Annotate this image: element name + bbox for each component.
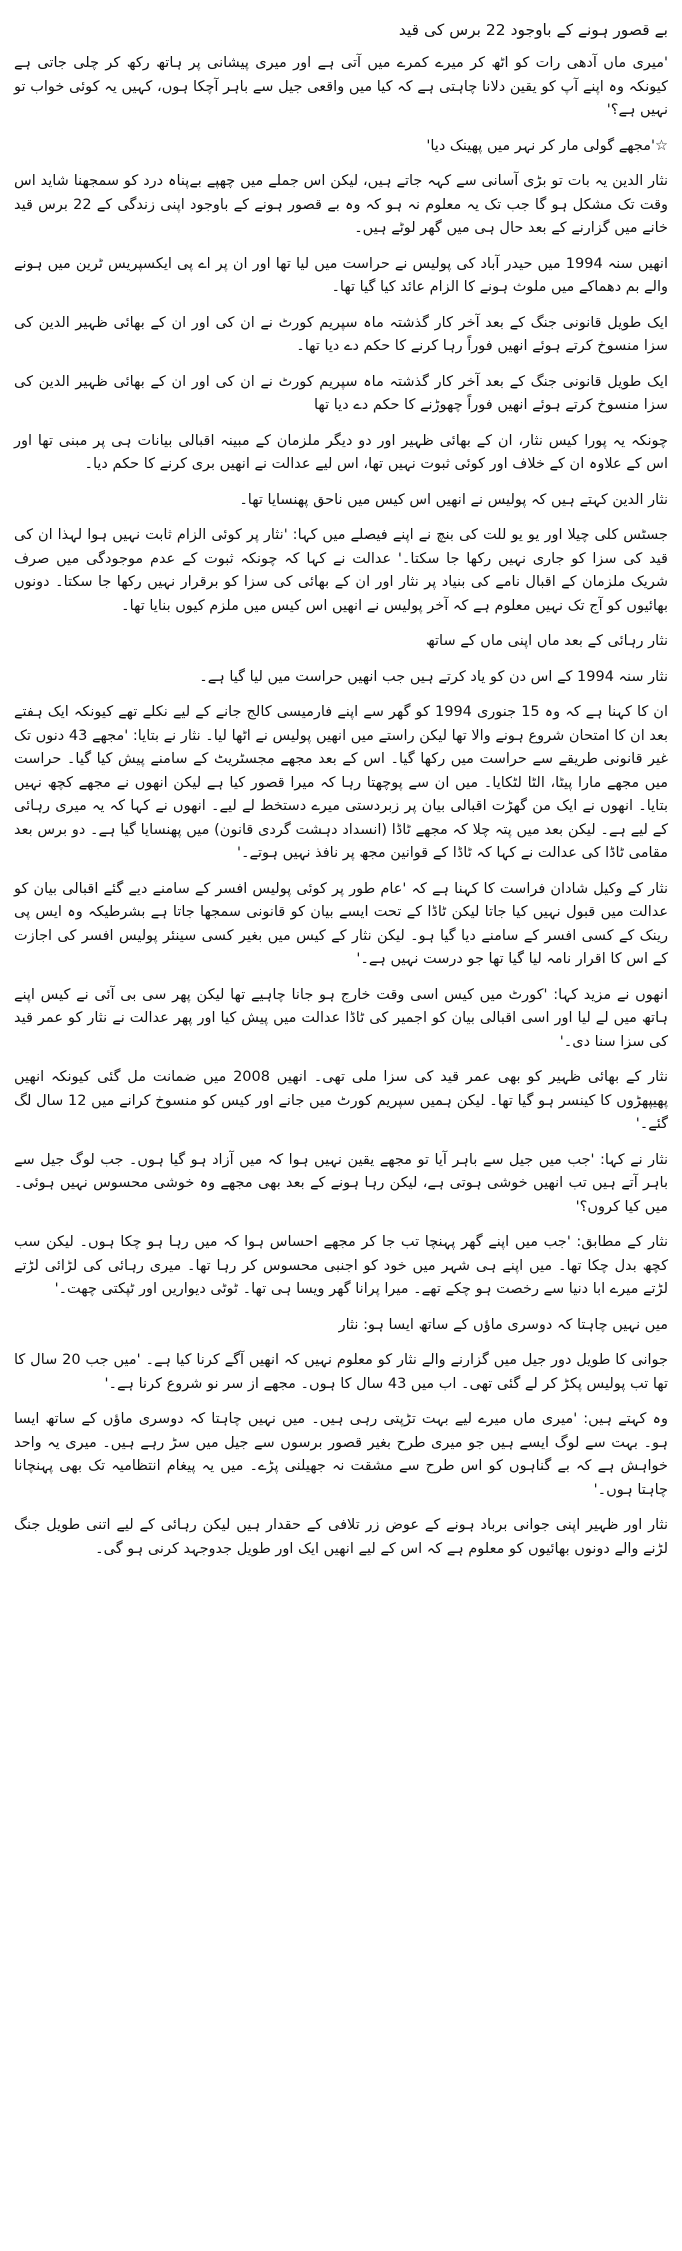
paragraph-supreme-court-1: ایک طویل قانونی جنگ کے بعد آخر کار گذشتہ ماہ سپریم کورٹ نے ان کی اور ان کے بھائی ظہیر الدین کی سزا منسوخ کرتے ہوئے انھیں فوراً رہا کرنے کا حکم دے دیا تھا۔ [14, 314, 668, 354]
paragraph-intro: نثار الدین یہ بات تو بڑی آسانی سے کہہ جاتے ہیں، لیکن اس جملے میں چھپے بےپناہ درد کو سمجھنا شاید اس وقت تک مشکل ہو گا جب تک یہ معلوم نہ ہو کہ وہ بے قصور ہونے کے باوجود اپنی زندگی کے 22 برس قید خانے میں گزارنے کے بعد حال ہی میں گھر لوٹے ہیں۔ [14, 173, 669, 236]
paragraph-bench-verdict: جسٹس کلی چیلا اور یو یو للت کی بنچ نے اپنے فیصلے میں کہا: 'نثار پر کوئی الزام ثابت نہیں ہوا لہذا ان کی قید کی سزا کو جاری نہیں رکھا جا سکتا۔' عدالت نے کہا کہ چونکہ ثبوت کے عدم موجودگی میں صرف شریک ملزمان کے اقبال نامے کی بنیاد پر نثار اور ان کے بھائی کی سزا کو برقرار نہیں رکھا جا سکتا۔ دونوں بھائیوں کو آج تک نہیں معلوم ہے کہ آخر پولیس نے انھیں اس کیس میں ملزم کیوں بنایا تھا۔ [14, 527, 668, 614]
paragraph-recall: نثار سنہ 1994 کے اس دن کو یاد کرتے ہیں جب انھیں حراست میں لیا گیا ہے۔ [199, 668, 668, 685]
paragraph-subheading: میں نہیں چاہتا کہ دوسری ماؤں کے ساتھ ایسا ہو: نثار [338, 1316, 668, 1333]
paragraph-home: نثار کے مطابق: 'جب میں اپنے گھر پہنچا تب جا کر مجھے احساس ہوا کہ میں رہا ہو چکا ہوں۔ لیکن سب کچھ بدل چکا تھا۔ میں اپنے ہی شہر میں خود کو اجنبی محسوس کر رہا تھا۔ میری رہائی کی لڑائی لڑتے لڑتے میرے ابا دنیا سے رخصت ہو چکے تھے۔ میرا پرانا گھر ویسا ہی تھا۔ ٹوٹی دیواریں اور ٹپکتی چھت۔' [14, 1234, 668, 1297]
paragraph-supreme-court-2: ایک طویل قانونی جنگ کے بعد آخر کار گذشتہ ماہ سپریم کورٹ نے ان کی اور ان کے بھائی ظہیر الدین کی سزا منسوخ کرتے ہوئے انھیں فوراً چھوڑنے کا حکم دے دیا تھا [14, 373, 668, 413]
article-headline: بے قصور ہونے کے باوجود 22 برس کی قید [398, 21, 668, 39]
paragraph-custody-account: ان کا کہنا ہے کہ وہ 15 جنوری 1994 کو گھر سے اپنے فارمیسی کالج جانے کے لیے نکلے تھے کیونکہ ایک ہفتے بعد ان کا امتحان شروع ہونے والا تھا لیکن راستے میں انھیں پولیس نے اٹھا لیا۔ نثار نے بتایا: 'مجھے 43 دنوں تک غیر قانونی طریقے سے حراست میں رکھا گیا۔ اس کے بعد مجھے مجسٹریٹ کے سامنے پیش کیا گیا۔ حراست میں مجھے مارا پیٹا، الٹا لٹکایا۔ میں ان سے پوچھتا رہا کہ میرا قصور کیا ہے لیکن انھوں نے مجھے کچھ نہیں بتایا۔ انھوں نے ایک من گھڑت اقبالی بیان پر زبردستی میرے دستخط لے لیے۔ انھوں نے کہا کہ یہ میری رہائی کے لیے ہے۔ لیکن بعد میں پتہ چلا کہ مجھے ٹاڈا (انسداد دہشت گردی قانون) میں پھنسایا گیا ہے۔ دو برس بعد مقامی ٹاڈا کی عدالت نے کہا کہ ٹاڈا کے قوانین مجھ پر نافذ نہیں ہوتے۔' [14, 704, 668, 861]
paragraph-quote-heading: ☆'مجھے گولی مار کر نہر میں پھینک دیا' [426, 137, 668, 154]
paragraph-compensation: نثار اور ظہیر اپنی جوانی برباد ہونے کے عوض زر تلافی کے حقدار ہیں لیکن رہائی کے لیے اتنی طویل جنگ لڑنے والے دونوں بھائیوں کو معلوم ہے کہ اس کے لیے انھیں ایک اور طویل جدوجہد کرنی ہو گی۔ [14, 1517, 668, 1557]
paragraph-photo-caption: نثار رہائی کے بعد ماں اپنی ماں کے ساتھ [425, 633, 668, 649]
paragraph-arrest: انھیں سنہ 1994 میں حیدر آباد کی پولیس نے حراست میں لیا تھا اور ان پر اے پی ایکسپریس ٹرین میں ہونے والے بم دھماکے میں ملوث ہونے کا الزام عائد کیا گیا تھا۔ [14, 255, 668, 295]
paragraph-brother: نثار کے بھائی ظہیر کو بھی عمر قید کی سزا ملی تھی۔ انھیں 2008 میں ضمانت مل گئی کیونکہ انھیں پھیپھڑوں کا کینسر ہو گیا تھا۔ لیکن ہمیں سپریم کورٹ میں جانے اور کیس کو منسوخ کرانے میں 12 سال لگ گئے۔' [14, 1069, 669, 1132]
paragraph-acquittal: چونکہ یہ پورا کیس نثار، ان کے بھائی ظہیر اور دو دیگر ملزمان کے مبینہ اقبالی بیانات ہی پر مبنی تھا اور اس کے علاوہ ان کے خلاف اور کوئی ثبوت نہیں تھا، اس لیے عدالت نے انھیں بری کرنے کا حکم دیا۔ [14, 432, 668, 472]
paragraph-lawyer: نثار کے وکیل شادان فراست کا کہنا ہے کہ 'عام طور پر کوئی پولیس افسر کے سامنے دیے گئے اقبالی بیان کو عدالت میں قبول نہیں کیا جاتا لیکن ٹاڈا کے تحت ایسے بیان کو قانونی سمجھا جاتا ہے بشرطیکہ وہ ایس پی رینک کے کسی افسر کے سامنے دیا گیا ہو۔ لیکن نثار کے کیس میں بغیر کسی سینئر پولیس افسر کی اجازت کے اس کا اقرار نامہ لیا گیا تھا جو درست نہیں ہے۔' [14, 880, 668, 967]
paragraph-cbi: انھوں نے مزید کہا: 'کورٹ میں کیس اسی وقت خارج ہو جانا چاہیے تھا لیکن پھر سی بی آئی نے کیس اپنے ہاتھ میں لے لیا اور اسی اقبالی بیان کو اجمیر کی ٹاڈا عدالت میں پیش کیا اور پھر عدالت نے نثار کو عمر قید کی سزا سنا دی۔' [14, 986, 668, 1050]
paragraph-future: جوانی کا طویل دور جیل میں گزارنے والے نثار کو معلوم نہیں کہ انھیں آگے کرنا کیا ہے۔ 'میں جب 20 سال کا تھا تب پولیس پکڑ کر لے گئی تھی۔ اب میں 43 سال کا ہوں۔ مجھے از سر نو شروع کرنا ہے۔' [14, 1352, 668, 1392]
paragraph-message: وہ کہتے ہیں: 'میری ماں میرے لیے بہت تڑپتی رہی ہیں۔ میں نہیں چاہتا کہ دوسری ماؤں کے ساتھ ایسا ہو۔ بہت سے لوگ ایسے ہیں جو میری طرح بغیر قصور برسوں سے جیل میں سڑ رہے ہیں۔ میری یہ واحد خواہش ہے کہ بے گناہوں کو اس طرح سے مشقت نہ جھیلنی پڑے۔ میں یہ پیغام انتظامیہ تک بھی پہنچانا چاہتا ہوں۔' [14, 1411, 668, 1498]
paragraph-release: نثار نے کہا: 'جب میں جیل سے باہر آیا تو مجھے یقین نہیں ہوا کہ میں آزاد ہو گیا ہوں۔ جب لوگ جیل سے باہر آتے ہیں تب انھیں خوشی ہوتی ہے، لیکن رہا ہونے کے بعد بھی مجھے وہ خوشی محسوس نہیں ہوئی۔ میں کیا کروں؟' [14, 1151, 668, 1215]
paragraph-framed: نثار الدین کہتے ہیں کہ پولیس نے انھیں اس کیس میں ناحق پھنسایا تھا۔ [239, 491, 668, 508]
paragraph-mother-quote: 'میری ماں آدھی رات کو اٹھ کر میرے کمرے میں آتی ہے اور میری پیشانی پر ہاتھ رکھ کر چلی جاتی ہے کیونکہ وہ اپنے آپ کو یقین دلانا چاہتی ہے کہ کیا میں واقعی جیل سے باہر آچکا ہوں، کہیں یہ کوئی خواب تو نہیں ہے؟' [14, 55, 668, 118]
